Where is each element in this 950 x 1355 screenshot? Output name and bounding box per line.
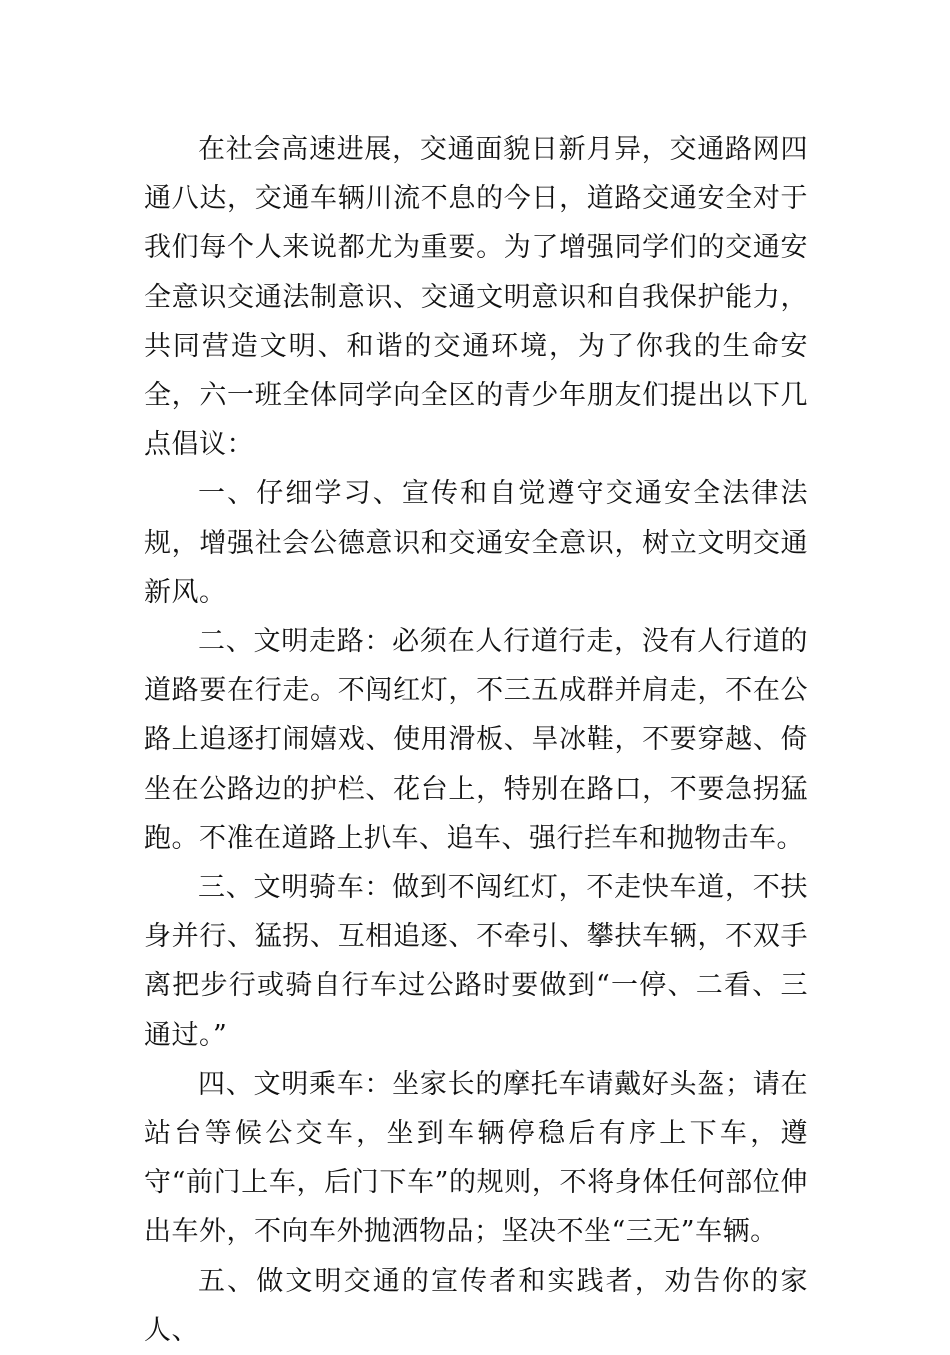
paragraph-item-1: 一、仔细学习、宣传和自觉遵守交通安全法律法规，增强社会公德意识和交通安全意识，树立文明交通新风。 (144, 478, 808, 608)
document-body (144, 125, 808, 1355)
paragraph-item-4: 四、文明乘车：坐家长的摩托车请戴好头盔；请在站台等候公交车，坐到车辆停稳后有序上下车，遵守“前门上车，后门下车”的规则，不将身体任何部位伸出车外，不向车外抛洒物品；坚决不坐“三无”车辆。 (144, 1068, 808, 1248)
paragraph-item-2: 二、文明走路：必须在人行道行走，没有人行道的道路要在行走。不闯红灯，不三五成群并肩走，不在公路上追逐打闹嬉戏、使用滑板、旱冰鞋，不要穿越、倚坐在公路边的护栏、花台上，特别在路口，不要急拐猛跑。不准在道路上扒车、追车、强行拦车和抛物击车。 (144, 626, 808, 854)
paragraph-intro: 在社会高速进展，交通面貌日新月异，交通路网四通八达，交通车辆川流不息的今日，道路交通安全对于我们每个人来说都尤为重要。为了增强同学们的交通安全意识交通法制意识、交通文明意识和自我保护能力，共同营造文明、和谐的交通环境，为了你我的生命安全，六一班全体同学向全区的青少年朋友们提出以下几点倡议： (144, 134, 808, 461)
paragraph-item-3: 三、文明骑车：做到不闯红灯，不走快车道，不扶身并行、猛拐、互相追逐、不牵引、攀扶车辆，不双手离把步行或骑自行车过公路时要做到“一停、二看、三通过。” (144, 872, 808, 1051)
paragraph-item-5: 五、做文明交通的宣传者和实践者，劝告你的家人、 (144, 1265, 808, 1346)
